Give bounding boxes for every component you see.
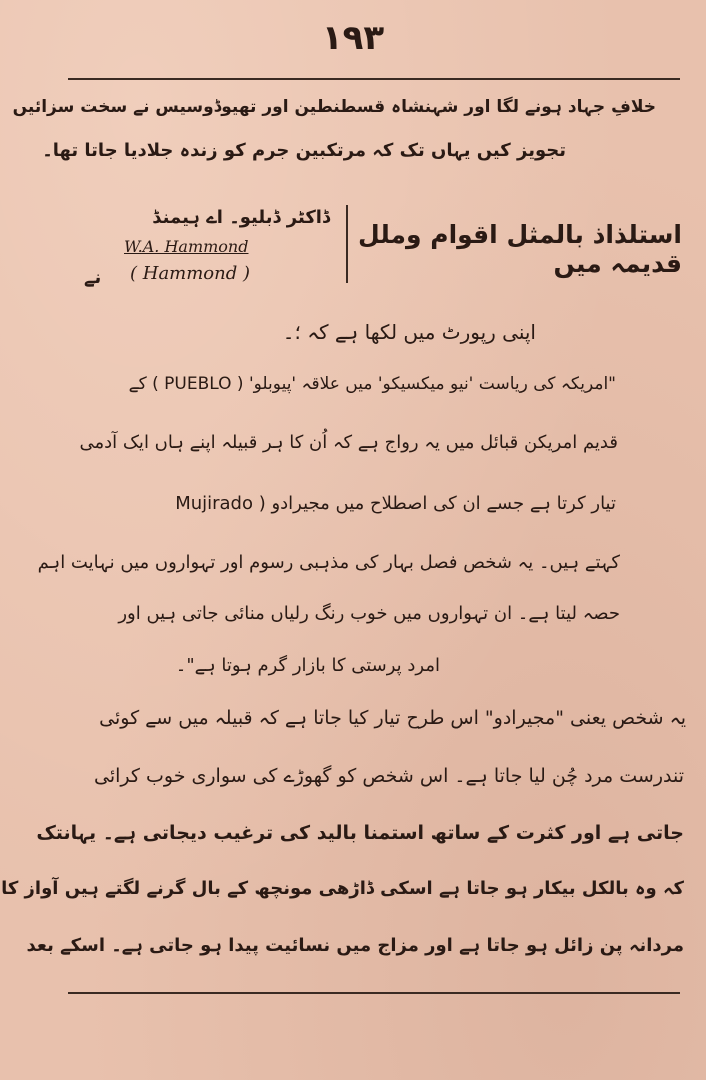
section-heading: استلذاذ بالمثل اقوام وملل قدیمہ میں	[358, 220, 682, 278]
author-suffix: نے	[84, 267, 102, 288]
body-line-7: امرد پرستی کا بازار گرم ہوتا ہے"۔	[175, 655, 440, 676]
author-name-latin-alt: ( Hammond )	[130, 263, 251, 284]
author-block	[84, 205, 340, 295]
author-name-latin: W.A. Hammond	[124, 237, 249, 256]
body-line-12: مردانہ پن زائل ہو جاتا ہے اور مزاج میں نسائیت پیدا ہو جاتی ہے۔ اسکے بعد	[26, 935, 684, 956]
bottom-divider	[68, 992, 680, 994]
body-line-6: حصہ لیتا ہے۔ ان تہواروں میں خوب رنگ رلیاں منائی جاتی ہیں اور	[118, 603, 620, 624]
author-name-urdu: ڈاکٹر ڈبلیو۔ اے ہیمنڈ	[152, 207, 330, 228]
page-number: ۱۹۳	[321, 18, 385, 58]
body-line-4: تیار کرتا ہے جسے ان کی اصطلاح میں مجیرادو ( Mujirado	[175, 493, 616, 514]
body-line-5: کہتے ہیں۔ یہ شخص فصل بہار کی مذہبی رسوم اور تہواروں میں نہایت اہم	[37, 552, 620, 573]
body-line-9: تندرست مرد چُن لیا جاتا ہے۔ اس شخص کو گھوڑے کی سواری خوب کرائی	[94, 765, 684, 787]
body-line-10: جاتی ہے اور کثرت کے ساتھ استمنا بالید کی ترغیب دیجاتی ہے۔ یہانتک	[36, 822, 684, 844]
body-line-2: "امریکہ کی ریاست 'نیو میکسیکو' میں علاقہ 'پیوبلو' ( PUEBLO ) کے	[128, 374, 616, 394]
body-line-8: یہ شخص یعنی "مجیرادو" اس طرح تیار کیا جاتا ہے کہ قبیلہ میں سے کوئی	[99, 707, 686, 729]
body-line-11: کہ وہ بالکل بیکار ہو جاتا ہے اسکی ڈاڑھی مونچھ کے بال گرنے لگتے ہیں آواز کا	[1, 878, 684, 899]
top-line-2: تجویز کیں یہاں تک کہ مرتکبین جرم کو زندہ جلادیا جاتا تھا۔	[42, 140, 566, 161]
body-line-1: اپنی رپورٹ میں لکھا ہے کہ ؛۔	[282, 320, 536, 344]
top-divider	[68, 78, 680, 80]
top-line-1: خلافِ جہاد ہونے لگا اور شہنشاہ قسطنطین اور تھیوڈوسیس نے سخت سزائیں	[12, 97, 656, 117]
body-line-3: قدیم امریکن قبائل میں یہ رواج ہے کہ اُن کا ہر قبیلہ اپنے ہاں ایک آدمی	[79, 432, 618, 453]
